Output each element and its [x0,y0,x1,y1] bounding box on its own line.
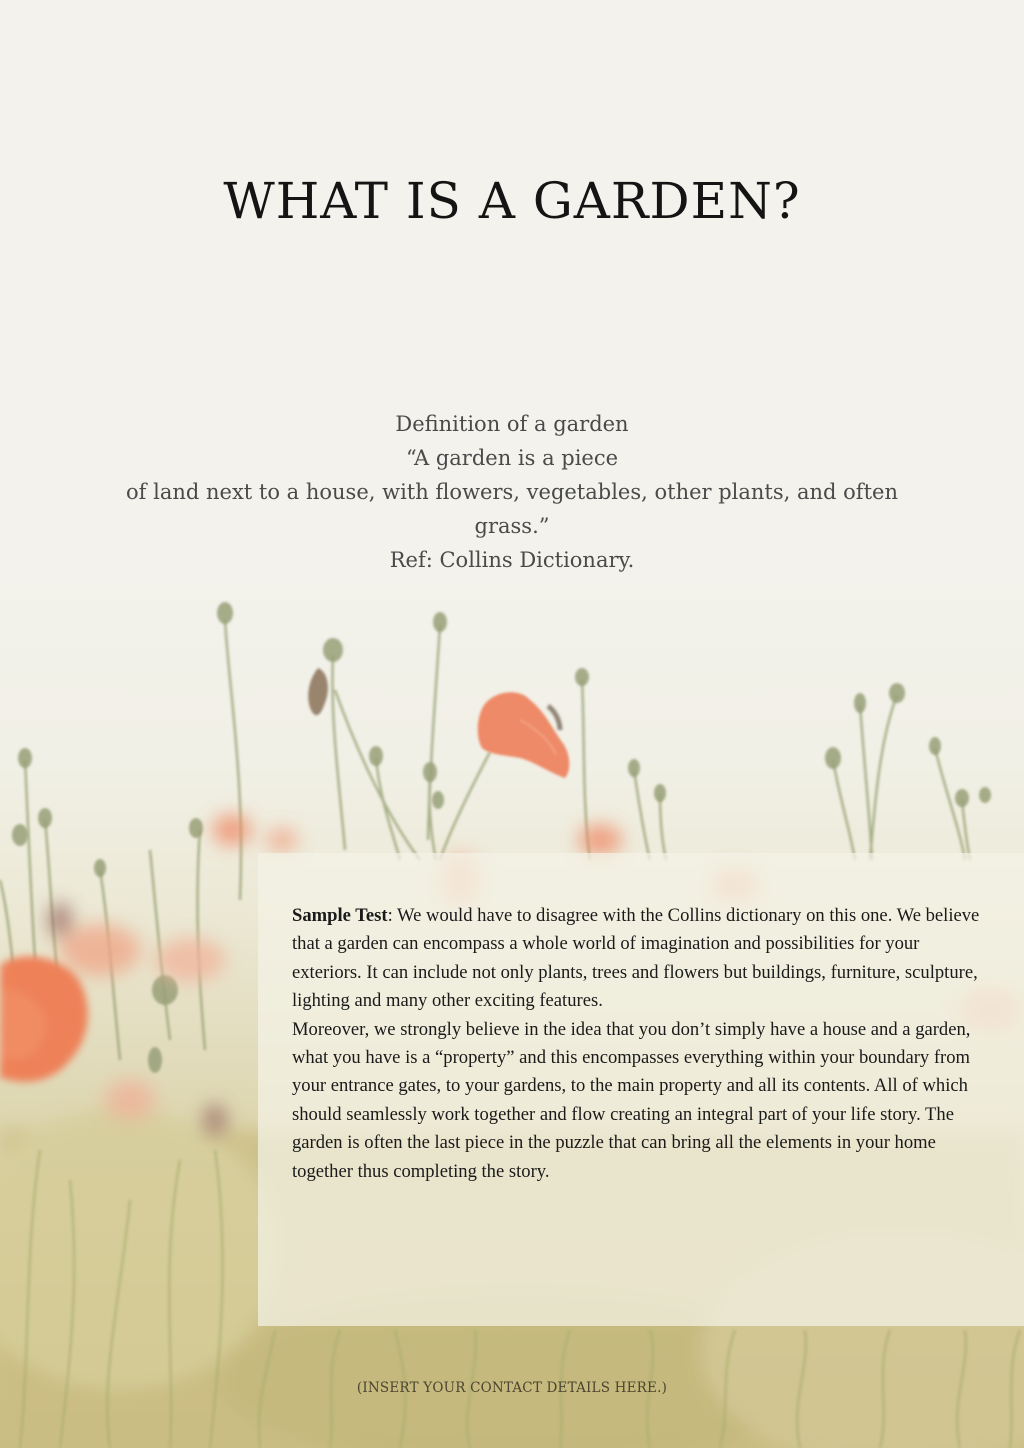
body-paragraph-1 [292,902,982,1016]
page-title: WHAT IS A GARDEN? [223,172,801,230]
definition-block [60,407,964,577]
definition-quote-line-1: “A garden is a piece [405,446,619,470]
definition-heading: Definition of a garden [395,412,629,436]
contact-details-placeholder: (INSERT YOUR CONTACT DETAILS HERE.) [356,1380,668,1396]
lead-label: Sample Test [292,905,388,926]
definition-quote-line-3: grass.” [474,514,550,538]
definition-quote-line-2: of land next to a house, with flowers, vegetables, other plants, and often [126,480,898,504]
lead-separator: : [387,905,393,926]
body-paragraph-2: Moreover, we strongly believe in the idea that you don’t simply have a house and a garden, what you have is a “property” and this encompasses everything within your boundary from your entrance gates, to your gardens, to the main property and all its contents. All of which should seamlessly work together and flow creating an integral part of your life story. The garden is often the last piece in the puzzle that can bring all the elements in your home together thus completing the story. [292,1018,971,1182]
paragraph-1-text: We would have to disagree with the Collins dictionary on this one. We believe that a garden can encompass a whole world of imagination and possibilities for your exteriors. It can include not only plants, trees and flowers but buildings, furniture, sculpture, lighting and many other exciting features. [292,905,980,1012]
definition-reference: Ref: Collins Dictionary. [389,548,635,572]
body-text [292,902,982,1186]
